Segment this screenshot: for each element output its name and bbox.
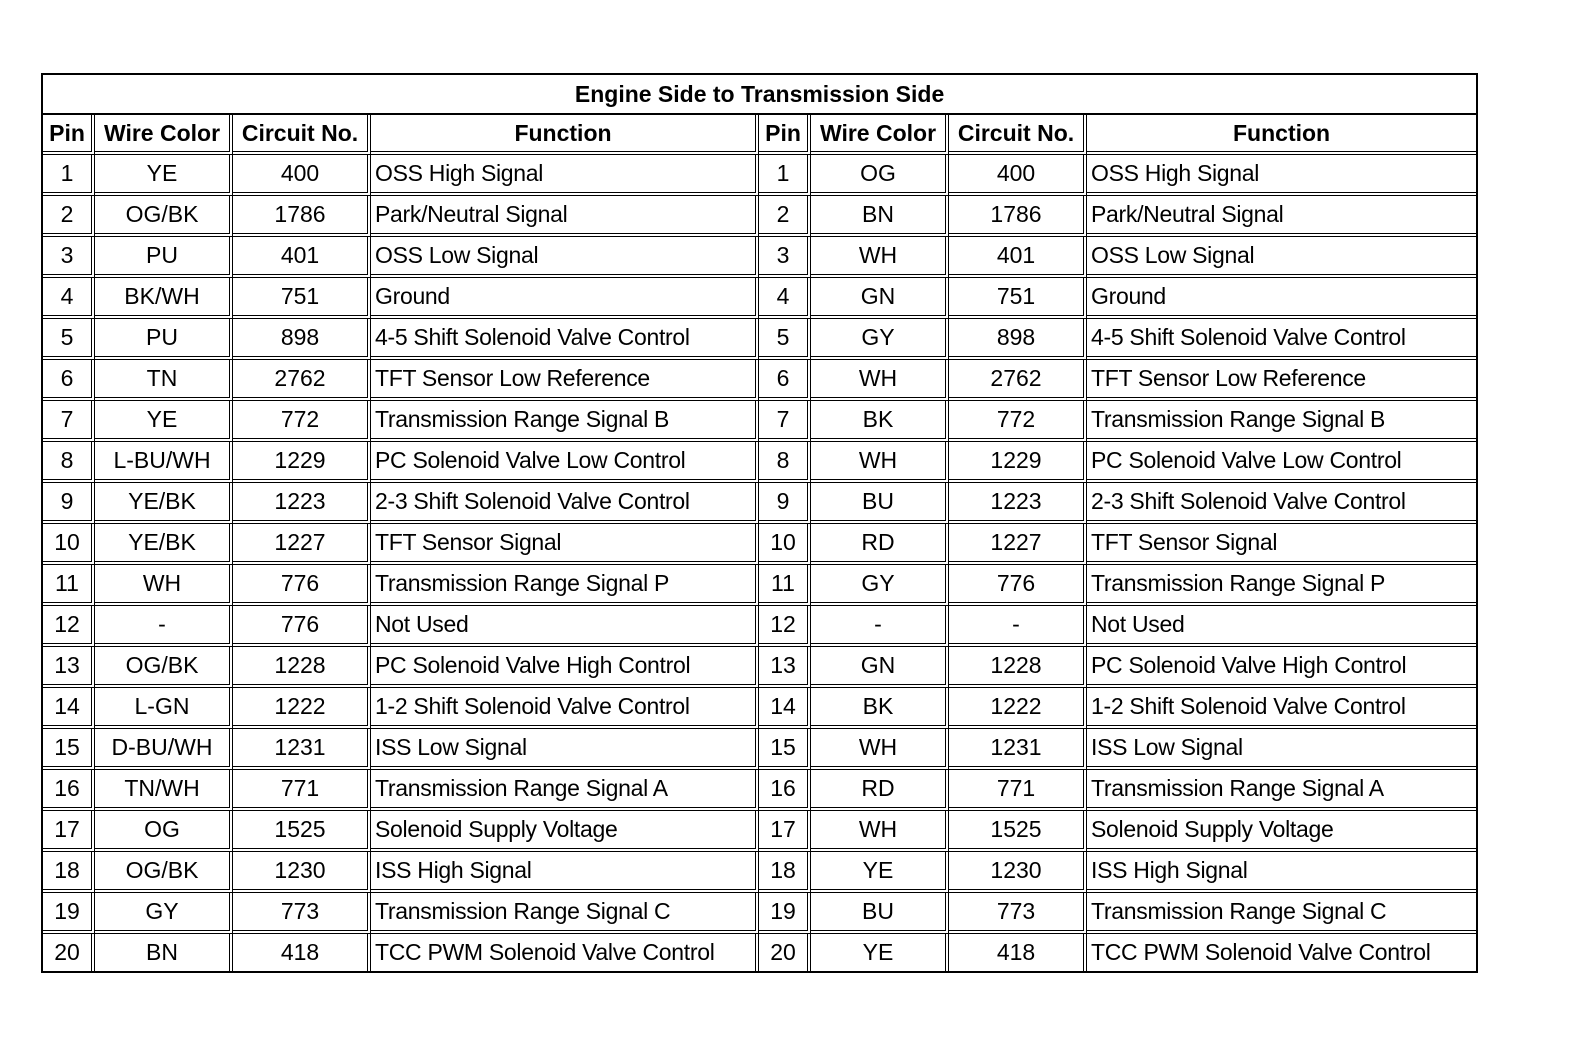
engine-function-cell: Transmission Range Signal B bbox=[371, 401, 759, 442]
engine-wire-color-cell: OG/BK bbox=[95, 852, 233, 893]
engine-wire-color-cell: L-GN bbox=[95, 688, 233, 729]
engine-function-cell: PC Solenoid Valve Low Control bbox=[371, 442, 759, 483]
table-row bbox=[43, 893, 1476, 934]
engine-pin-cell: 8 bbox=[43, 442, 95, 483]
engine-pin-cell: 12 bbox=[43, 606, 95, 647]
engine-pin-cell: 7 bbox=[43, 401, 95, 442]
engine-function-cell: 2-3 Shift Solenoid Valve Control bbox=[371, 483, 759, 524]
engine-circuit-no-cell: 401 bbox=[233, 237, 371, 278]
table-row bbox=[43, 934, 1476, 971]
transmission-wire-color-cell: WH bbox=[811, 360, 949, 401]
transmission-wire-color-cell: WH bbox=[811, 442, 949, 483]
transmission-circuit-no-cell: 1786 bbox=[949, 196, 1087, 237]
engine-circuit-no-cell: 773 bbox=[233, 893, 371, 934]
transmission-circuit-no-cell: 418 bbox=[949, 934, 1087, 971]
table-row bbox=[43, 401, 1476, 442]
transmission-circuit-no-cell: 1231 bbox=[949, 729, 1087, 770]
engine-pin-cell: 4 bbox=[43, 278, 95, 319]
header-pin-engine: Pin bbox=[43, 115, 95, 155]
engine-circuit-no-cell: 771 bbox=[233, 770, 371, 811]
transmission-function-cell: Transmission Range Signal P bbox=[1087, 565, 1476, 606]
engine-function-cell: TFT Sensor Low Reference bbox=[371, 360, 759, 401]
engine-circuit-no-cell: 1222 bbox=[233, 688, 371, 729]
engine-pin-cell: 13 bbox=[43, 647, 95, 688]
transmission-pin-cell: 14 bbox=[759, 688, 811, 729]
table-row bbox=[43, 647, 1476, 688]
transmission-circuit-no-cell: 1227 bbox=[949, 524, 1087, 565]
transmission-wire-color-cell: WH bbox=[811, 729, 949, 770]
engine-circuit-no-cell: 400 bbox=[233, 155, 371, 196]
transmission-function-cell: 1-2 Shift Solenoid Valve Control bbox=[1087, 688, 1476, 729]
engine-function-cell: OSS High Signal bbox=[371, 155, 759, 196]
transmission-pin-cell: 16 bbox=[759, 770, 811, 811]
engine-circuit-no-cell: 418 bbox=[233, 934, 371, 971]
engine-pin-cell: 10 bbox=[43, 524, 95, 565]
engine-function-cell: 1-2 Shift Solenoid Valve Control bbox=[371, 688, 759, 729]
transmission-function-cell: 4-5 Shift Solenoid Valve Control bbox=[1087, 319, 1476, 360]
transmission-wire-color-cell: YE bbox=[811, 934, 949, 971]
transmission-wire-color-cell: BU bbox=[811, 893, 949, 934]
transmission-function-cell: ISS High Signal bbox=[1087, 852, 1476, 893]
transmission-function-cell: Ground bbox=[1087, 278, 1476, 319]
transmission-pin-cell: 13 bbox=[759, 647, 811, 688]
engine-function-cell: TFT Sensor Signal bbox=[371, 524, 759, 565]
transmission-function-cell: TFT Sensor Signal bbox=[1087, 524, 1476, 565]
engine-pin-cell: 9 bbox=[43, 483, 95, 524]
table-row bbox=[43, 442, 1476, 483]
engine-pin-cell: 17 bbox=[43, 811, 95, 852]
engine-wire-color-cell: OG bbox=[95, 811, 233, 852]
table-row bbox=[43, 811, 1476, 852]
engine-pin-cell: 20 bbox=[43, 934, 95, 971]
engine-circuit-no-cell: 1525 bbox=[233, 811, 371, 852]
transmission-function-cell: Transmission Range Signal B bbox=[1087, 401, 1476, 442]
engine-pin-cell: 3 bbox=[43, 237, 95, 278]
engine-circuit-no-cell: 2762 bbox=[233, 360, 371, 401]
transmission-wire-color-cell: WH bbox=[811, 237, 949, 278]
engine-pin-cell: 11 bbox=[43, 565, 95, 606]
table-row bbox=[43, 852, 1476, 893]
engine-wire-color-cell: L-BU/WH bbox=[95, 442, 233, 483]
engine-function-cell: Not Used bbox=[371, 606, 759, 647]
engine-pin-cell: 1 bbox=[43, 155, 95, 196]
engine-wire-color-cell: D-BU/WH bbox=[95, 729, 233, 770]
transmission-circuit-no-cell: - bbox=[949, 606, 1087, 647]
transmission-function-cell: OSS Low Signal bbox=[1087, 237, 1476, 278]
table-row bbox=[43, 278, 1476, 319]
engine-function-cell: Solenoid Supply Voltage bbox=[371, 811, 759, 852]
transmission-pin-cell: 11 bbox=[759, 565, 811, 606]
transmission-pin-cell: 4 bbox=[759, 278, 811, 319]
header-function-transmission: Function bbox=[1087, 115, 1476, 155]
table-row bbox=[43, 319, 1476, 360]
engine-wire-color-cell: GY bbox=[95, 893, 233, 934]
transmission-pin-cell: 20 bbox=[759, 934, 811, 971]
transmission-pin-cell: 12 bbox=[759, 606, 811, 647]
transmission-function-cell: PC Solenoid Valve High Control bbox=[1087, 647, 1476, 688]
engine-pin-cell: 18 bbox=[43, 852, 95, 893]
engine-wire-color-cell: YE/BK bbox=[95, 524, 233, 565]
engine-circuit-no-cell: 898 bbox=[233, 319, 371, 360]
engine-circuit-no-cell: 1228 bbox=[233, 647, 371, 688]
transmission-pin-cell: 5 bbox=[759, 319, 811, 360]
transmission-circuit-no-cell: 751 bbox=[949, 278, 1087, 319]
engine-wire-color-cell: - bbox=[95, 606, 233, 647]
engine-wire-color-cell: OG/BK bbox=[95, 647, 233, 688]
transmission-wire-color-cell: GY bbox=[811, 565, 949, 606]
engine-function-cell: Transmission Range Signal C bbox=[371, 893, 759, 934]
transmission-function-cell: TCC PWM Solenoid Valve Control bbox=[1091, 939, 1431, 965]
engine-function-cell: ISS High Signal bbox=[371, 852, 759, 893]
table-row bbox=[43, 688, 1476, 729]
title-row bbox=[43, 75, 1476, 115]
transmission-function-cell: Transmission Range Signal A bbox=[1087, 770, 1476, 811]
transmission-pin-cell: 18 bbox=[759, 852, 811, 893]
engine-pin-cell: 5 bbox=[43, 319, 95, 360]
engine-function-cell: PC Solenoid Valve High Control bbox=[371, 647, 759, 688]
transmission-function-cell: Transmission Range Signal C bbox=[1087, 893, 1476, 934]
table-row bbox=[43, 155, 1476, 196]
engine-circuit-no-cell: 1231 bbox=[233, 729, 371, 770]
table-row bbox=[43, 483, 1476, 524]
connector-pinout-table bbox=[41, 73, 1478, 973]
transmission-wire-color-cell: - bbox=[811, 606, 949, 647]
engine-wire-color-cell: BK/WH bbox=[95, 278, 233, 319]
transmission-wire-color-cell: BU bbox=[811, 483, 949, 524]
transmission-function-cell: TFT Sensor Low Reference bbox=[1087, 360, 1476, 401]
transmission-pin-cell: 10 bbox=[759, 524, 811, 565]
engine-wire-color-cell: TN/WH bbox=[95, 770, 233, 811]
engine-wire-color-cell: PU bbox=[95, 237, 233, 278]
engine-function-cell: 4-5 Shift Solenoid Valve Control bbox=[371, 319, 759, 360]
engine-wire-color-cell: PU bbox=[95, 319, 233, 360]
transmission-pin-cell: 7 bbox=[759, 401, 811, 442]
engine-wire-color-cell: YE bbox=[95, 401, 233, 442]
transmission-circuit-no-cell: 772 bbox=[949, 401, 1087, 442]
transmission-wire-color-cell: YE bbox=[811, 852, 949, 893]
transmission-circuit-no-cell: 898 bbox=[949, 319, 1087, 360]
transmission-wire-color-cell: OG bbox=[811, 155, 949, 196]
header-row bbox=[43, 115, 1476, 155]
engine-wire-color-cell: YE/BK bbox=[95, 483, 233, 524]
transmission-function-cell: Solenoid Supply Voltage bbox=[1087, 811, 1476, 852]
transmission-circuit-no-cell: 2762 bbox=[949, 360, 1087, 401]
engine-pin-cell: 16 bbox=[43, 770, 95, 811]
engine-function-cell: Park/Neutral Signal bbox=[371, 196, 759, 237]
table-row bbox=[43, 770, 1476, 811]
transmission-circuit-no-cell: 1222 bbox=[949, 688, 1087, 729]
engine-circuit-no-cell: 751 bbox=[233, 278, 371, 319]
engine-circuit-no-cell: 776 bbox=[233, 565, 371, 606]
header-circuit-engine: Circuit No. bbox=[233, 115, 371, 155]
transmission-circuit-no-cell: 1230 bbox=[949, 852, 1087, 893]
transmission-wire-color-cell: GN bbox=[811, 647, 949, 688]
engine-wire-color-cell: WH bbox=[95, 565, 233, 606]
transmission-circuit-no-cell: 1228 bbox=[949, 647, 1087, 688]
table-row bbox=[43, 196, 1476, 237]
table-row bbox=[43, 729, 1476, 770]
engine-function-cell: TCC PWM Solenoid Valve Control bbox=[371, 934, 759, 971]
header-circuit-transmission: Circuit No. bbox=[949, 115, 1087, 155]
engine-pin-cell: 2 bbox=[43, 196, 95, 237]
transmission-wire-color-cell: BK bbox=[811, 688, 949, 729]
transmission-pin-cell: 6 bbox=[759, 360, 811, 401]
table-row bbox=[43, 606, 1476, 647]
transmission-function-cell: Not Used bbox=[1087, 606, 1476, 647]
transmission-wire-color-cell: GN bbox=[811, 278, 949, 319]
transmission-pin-cell: 1 bbox=[759, 155, 811, 196]
transmission-circuit-no-cell: 776 bbox=[949, 565, 1087, 606]
transmission-circuit-no-cell: 401 bbox=[949, 237, 1087, 278]
transmission-function-cell: Park/Neutral Signal bbox=[1087, 196, 1476, 237]
engine-circuit-no-cell: 776 bbox=[233, 606, 371, 647]
table-title: Engine Side to Transmission Side bbox=[43, 75, 1476, 115]
engine-function-cell: OSS Low Signal bbox=[371, 237, 759, 278]
table-row bbox=[43, 565, 1476, 606]
engine-wire-color-cell: YE bbox=[95, 155, 233, 196]
engine-function-cell: Ground bbox=[371, 278, 759, 319]
transmission-pin-cell: 2 bbox=[759, 196, 811, 237]
engine-function-cell: Transmission Range Signal P bbox=[371, 565, 759, 606]
header-function-engine: Function bbox=[371, 115, 759, 155]
table-row bbox=[43, 360, 1476, 401]
transmission-circuit-no-cell: 771 bbox=[949, 770, 1087, 811]
transmission-wire-color-cell: BN bbox=[811, 196, 949, 237]
table-row bbox=[43, 237, 1476, 278]
engine-circuit-no-cell: 1786 bbox=[233, 196, 371, 237]
header-wire-color-transmission: Wire Color bbox=[811, 115, 949, 155]
transmission-pin-cell: 19 bbox=[759, 893, 811, 934]
engine-pin-cell: 15 bbox=[43, 729, 95, 770]
transmission-wire-color-cell: RD bbox=[811, 524, 949, 565]
engine-function-cell: Transmission Range Signal A bbox=[371, 770, 759, 811]
engine-circuit-no-cell: 1230 bbox=[233, 852, 371, 893]
transmission-circuit-no-cell: 400 bbox=[949, 155, 1087, 196]
engine-pin-cell: 14 bbox=[43, 688, 95, 729]
engine-circuit-no-cell: 1229 bbox=[233, 442, 371, 483]
header-pin-transmission: Pin bbox=[759, 115, 811, 155]
engine-circuit-no-cell: 772 bbox=[233, 401, 371, 442]
transmission-pin-cell: 15 bbox=[759, 729, 811, 770]
transmission-function-cell: ISS Low Signal bbox=[1087, 729, 1476, 770]
transmission-circuit-no-cell: 1525 bbox=[949, 811, 1087, 852]
engine-circuit-no-cell: 1223 bbox=[233, 483, 371, 524]
transmission-wire-color-cell: RD bbox=[811, 770, 949, 811]
header-wire-color-engine: Wire Color bbox=[95, 115, 233, 155]
transmission-wire-color-cell: WH bbox=[811, 811, 949, 852]
transmission-circuit-no-cell: 1223 bbox=[949, 483, 1087, 524]
transmission-circuit-no-cell: 773 bbox=[949, 893, 1087, 934]
engine-function-cell: ISS Low Signal bbox=[371, 729, 759, 770]
transmission-pin-cell: 8 bbox=[759, 442, 811, 483]
transmission-pin-cell: 3 bbox=[759, 237, 811, 278]
table-row bbox=[43, 524, 1476, 565]
transmission-wire-color-cell: GY bbox=[811, 319, 949, 360]
transmission-function-cell: 2-3 Shift Solenoid Valve Control bbox=[1087, 483, 1476, 524]
transmission-circuit-no-cell: 1229 bbox=[949, 442, 1087, 483]
engine-pin-cell: 6 bbox=[43, 360, 95, 401]
engine-wire-color-cell: TN bbox=[95, 360, 233, 401]
transmission-wire-color-cell: BK bbox=[811, 401, 949, 442]
engine-pin-cell: 19 bbox=[43, 893, 95, 934]
engine-wire-color-cell: OG/BK bbox=[95, 196, 233, 237]
transmission-pin-cell: 9 bbox=[759, 483, 811, 524]
transmission-pin-cell: 17 bbox=[759, 811, 811, 852]
transmission-function-cell: PC Solenoid Valve Low Control bbox=[1087, 442, 1476, 483]
engine-wire-color-cell: BN bbox=[95, 934, 233, 971]
transmission-function-cell: OSS High Signal bbox=[1087, 155, 1476, 196]
engine-circuit-no-cell: 1227 bbox=[233, 524, 371, 565]
